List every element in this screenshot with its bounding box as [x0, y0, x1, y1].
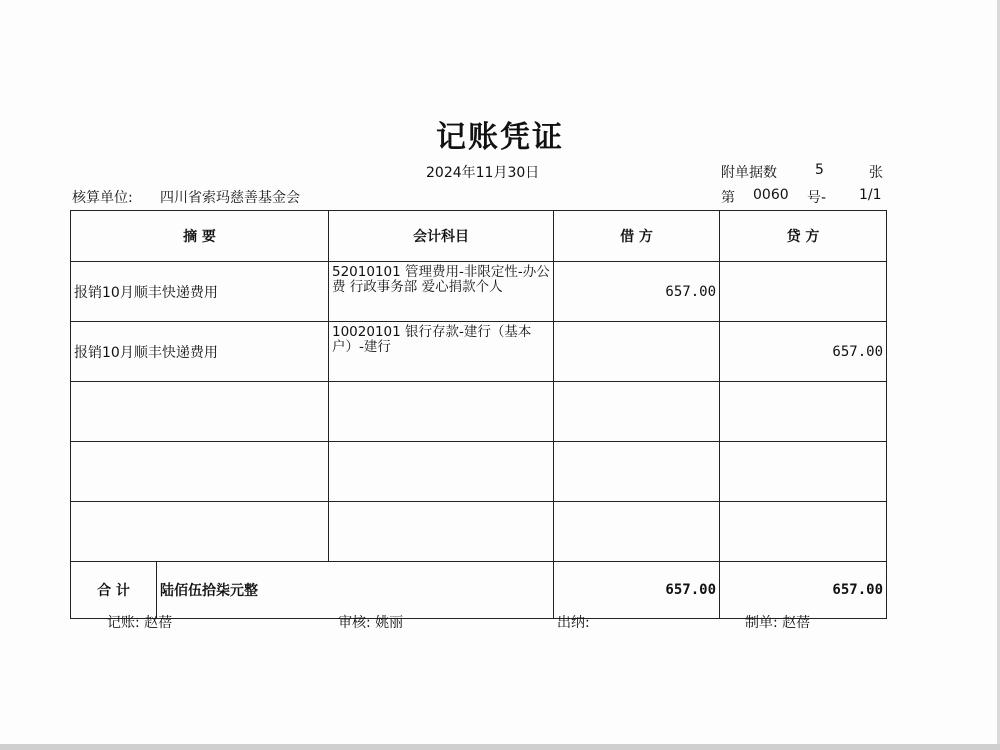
row-debit [554, 442, 720, 502]
attachments-count: 5 [815, 162, 824, 178]
header-credit: 贷 方 [720, 211, 887, 262]
row-account [329, 502, 554, 562]
voucher-date: 2024年11月30日 [426, 165, 540, 181]
row-credit [720, 262, 887, 322]
row-credit [720, 502, 887, 562]
table-row [71, 382, 887, 442]
header-debit: 借 方 [554, 211, 720, 262]
reviewer-signature: 审核: 姚丽 [338, 615, 404, 631]
row-summary [71, 442, 329, 502]
row-credit [720, 442, 887, 502]
cashier-signature: 出纳: [557, 615, 590, 631]
row-debit [554, 322, 720, 382]
row-credit: 657.00 [720, 322, 887, 382]
total-label: 合 计 [71, 562, 157, 619]
unit-name: 四川省索玛慈善基金会 [160, 190, 300, 206]
header-account: 会计科目 [329, 211, 554, 262]
attachments-label: 附单据数 [721, 165, 777, 181]
total-credit: 657.00 [720, 562, 887, 619]
total-amount-words: 陆佰伍拾柒元整 [157, 562, 554, 619]
row-debit: 657.00 [554, 262, 720, 322]
voucher-no-prefix: 第 [721, 190, 735, 206]
preparer-signature: 制单: 赵蓓 [745, 615, 811, 631]
table-row [71, 262, 887, 322]
header-summary: 摘 要 [71, 211, 329, 262]
total-row [71, 562, 887, 619]
row-summary: 报销10月顺丰快递费用 [71, 262, 329, 322]
row-account [329, 442, 554, 502]
voucher-number: 0060 [753, 187, 789, 203]
total-debit: 657.00 [554, 562, 720, 619]
row-summary: 报销10月顺丰快递费用 [71, 322, 329, 382]
voucher-table [70, 210, 887, 619]
row-debit [554, 382, 720, 442]
table-row [71, 442, 887, 502]
row-account [329, 382, 554, 442]
voucher-page: 1/1 [859, 187, 882, 203]
attachments-unit: 张 [869, 165, 883, 181]
row-summary [71, 502, 329, 562]
unit-label: 核算单位: [72, 190, 133, 206]
row-account: 52010101 管理费用-非限定性-办公费 行政事务部 爱心捐款个人 [329, 262, 554, 322]
table-row [71, 502, 887, 562]
row-credit [720, 382, 887, 442]
table-row [71, 322, 887, 382]
row-summary [71, 382, 329, 442]
voucher-title: 记账凭证 [436, 120, 564, 155]
row-account: 10020101 银行存款-建行（基本户）-建行 [329, 322, 554, 382]
row-debit [554, 502, 720, 562]
voucher-no-suffix: 号- [807, 190, 827, 206]
bookkeeper-signature: 记账: 赵蓓 [107, 615, 173, 631]
scan-edge-bottom [0, 744, 1000, 750]
table-header [71, 211, 887, 262]
